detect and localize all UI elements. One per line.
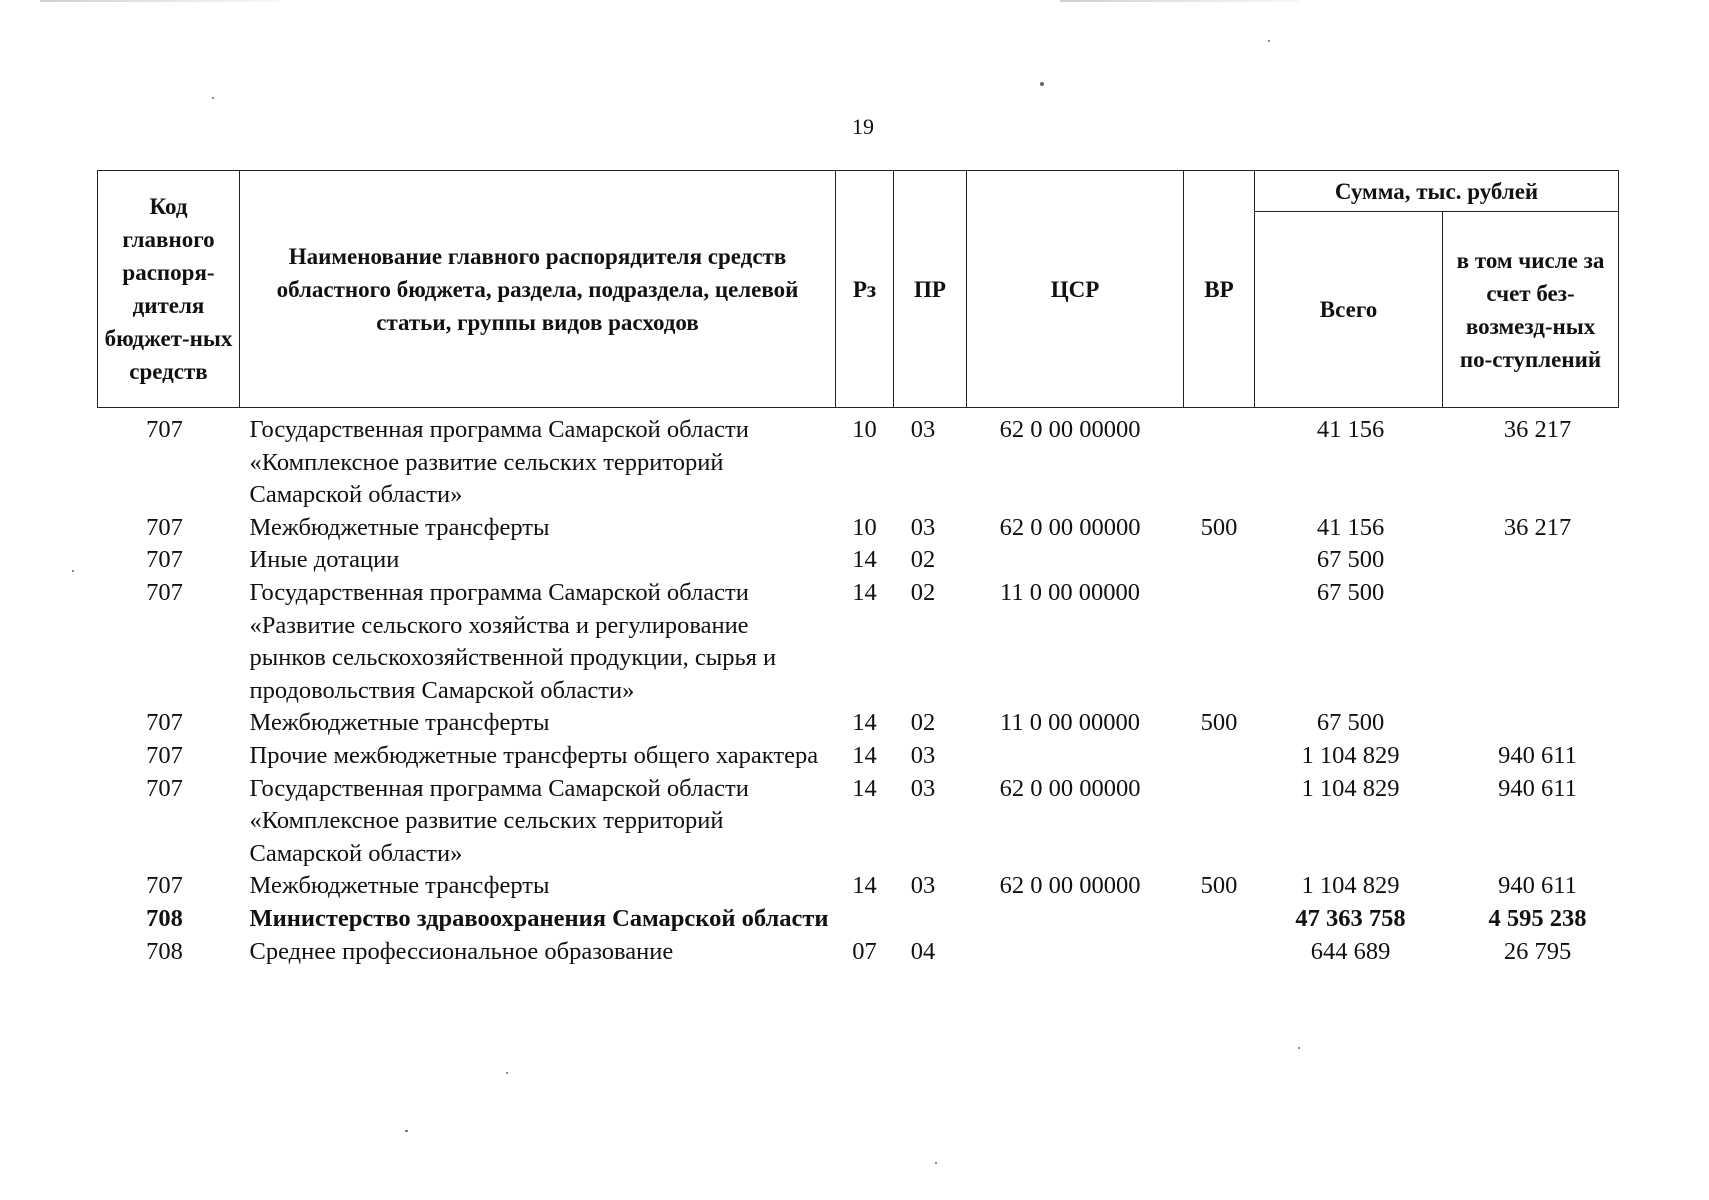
cell-code: 707 [146,546,183,574]
cell-code: 707 [146,709,183,737]
table-row [98,512,1619,545]
cell-csr: 62 0 00 00000 [999,774,1141,802]
cell-vr [1184,544,1255,577]
cell-vr [1184,740,1255,773]
cell-name: Прочие межбюджетные трансферты общего характера [249,741,819,769]
cell-name: Межбюджетные трансферты [249,872,550,900]
header-bez: в том числе за счет без-возмезд-ных по-ступлений [1443,212,1619,408]
scan-speck [72,570,74,572]
cell-bez: 940 611 [1498,872,1577,900]
scan-speck [405,1130,408,1132]
header-rz: Рз [836,171,894,408]
cell-vr: 500 [1200,872,1238,900]
cell-bez: 940 611 [1498,741,1577,769]
cell-vr [1184,936,1255,969]
page-number: 19 [852,114,874,139]
cell-csr: 11 0 00 00000 [1000,709,1140,737]
cell-pr: 03 [910,416,936,443]
table-header [98,171,1619,408]
cell-pr: 03 [910,872,936,900]
cell-code: 708 [146,937,183,965]
scan-speck [212,97,214,99]
header-csr: ЦСР [967,171,1184,408]
cell-code: 708 [146,904,183,932]
budget-table [97,170,1619,968]
cell-name: Межбюджетные трансферты [249,513,550,541]
cell-rz [836,903,894,936]
cell-name: Государственная программа Самарской области «Комплексное развитие сельских территорий Самарской области» [249,416,749,509]
cell-total: 644 689 [1310,937,1391,965]
table-row [98,903,1619,936]
cell-code: 707 [146,416,183,443]
cell-vr [1184,773,1255,871]
cell-rz: 14 [852,578,877,606]
header-code: Код главного распоря-дителя бюджет-ных средств [98,171,240,408]
table-row [98,707,1619,740]
cell-rz: 14 [852,546,877,574]
budget-table-wrapper [97,170,1618,968]
cell-csr [967,544,1184,577]
cell-rz: 14 [852,774,877,802]
cell-vr [1184,408,1255,512]
cell-rz: 07 [852,937,877,965]
table-row [98,936,1619,969]
cell-rz: 10 [852,513,877,541]
cell-pr: 03 [910,513,936,541]
scan-edge-mark [40,0,280,2]
cell-name: Иные дотации [249,546,400,574]
cell-total: 1 104 829 [1301,774,1400,802]
cell-name: Государственная программа Самарской области «Развитие сельского хозяйства и регулирование рынков сельскохозяйственной продукции, сырья и продовольствия Самарской области» [249,578,777,704]
header-pr: ПР [894,171,967,408]
cell-bez: 36 217 [1503,513,1572,541]
scan-speck [935,1162,937,1164]
table-body [98,408,1619,969]
table-row [98,773,1619,871]
scan-edge-mark [1060,0,1300,2]
cell-pr: 02 [910,546,936,574]
cell-name: Среднее профессиональное образование [249,937,674,965]
header-total: Всего [1255,212,1443,408]
cell-bez [1443,544,1619,577]
cell-bez [1443,707,1619,740]
cell-vr: 500 [1200,709,1238,737]
cell-pr: 03 [910,741,936,769]
table-row [98,870,1619,903]
cell-total: 1 104 829 [1301,872,1400,900]
cell-pr: 02 [910,578,936,606]
scan-speck [506,1072,508,1074]
cell-name: Межбюджетные трансферты [249,709,550,737]
cell-csr: 11 0 00 00000 [1000,578,1140,606]
cell-bez: 26 795 [1503,937,1572,965]
cell-pr: 03 [910,774,936,802]
cell-pr [894,903,967,936]
cell-csr: 62 0 00 00000 [999,872,1141,900]
cell-total: 67 500 [1316,546,1385,574]
cell-code: 707 [146,774,183,802]
cell-bez [1443,577,1619,707]
scan-speck [1298,1047,1300,1049]
cell-rz: 14 [852,872,877,900]
cell-rz: 14 [852,709,877,737]
cell-total: 67 500 [1316,578,1385,606]
cell-rz: 14 [852,741,877,769]
cell-code: 707 [146,741,183,769]
cell-rz: 10 [852,416,877,443]
cell-code: 707 [146,578,183,606]
cell-total: 47 363 758 [1295,904,1406,932]
cell-total: 1 104 829 [1301,741,1400,769]
table-row [98,577,1619,707]
cell-csr [967,936,1184,969]
cell-bez: 4 595 238 [1488,904,1587,932]
cell-csr [967,740,1184,773]
cell-pr: 02 [910,709,936,737]
cell-total: 41 156 [1316,513,1385,541]
header-sum-group: Сумма, тыс. рублей [1255,171,1619,212]
cell-vr [1184,577,1255,707]
cell-pr: 04 [910,937,936,965]
cell-csr: 62 0 00 00000 [999,416,1141,443]
cell-code: 707 [146,513,183,541]
table-row [98,740,1619,773]
header-vr: ВР [1184,171,1255,408]
cell-name: Министерство здравоохранения Самарской области [249,904,829,932]
cell-name: Государственная программа Самарской области «Комплексное развитие сельских территорий Самарской области» [249,774,749,867]
cell-bez: 36 217 [1503,416,1572,443]
cell-code: 707 [146,872,183,900]
table-row [98,544,1619,577]
cell-csr: 62 0 00 00000 [999,513,1141,541]
cell-csr [967,903,1184,936]
cell-total: 67 500 [1316,709,1385,737]
table-row [98,408,1619,512]
cell-total: 41 156 [1316,416,1385,443]
scan-speck [1040,82,1044,86]
cell-bez: 940 611 [1498,774,1577,802]
cell-vr [1184,903,1255,936]
header-name: Наименование главного распорядителя средств областного бюджета, раздела, подраздела, целевой статьи, группы видов расходов [240,171,836,408]
cell-vr: 500 [1200,513,1238,541]
scan-speck [1268,40,1270,42]
